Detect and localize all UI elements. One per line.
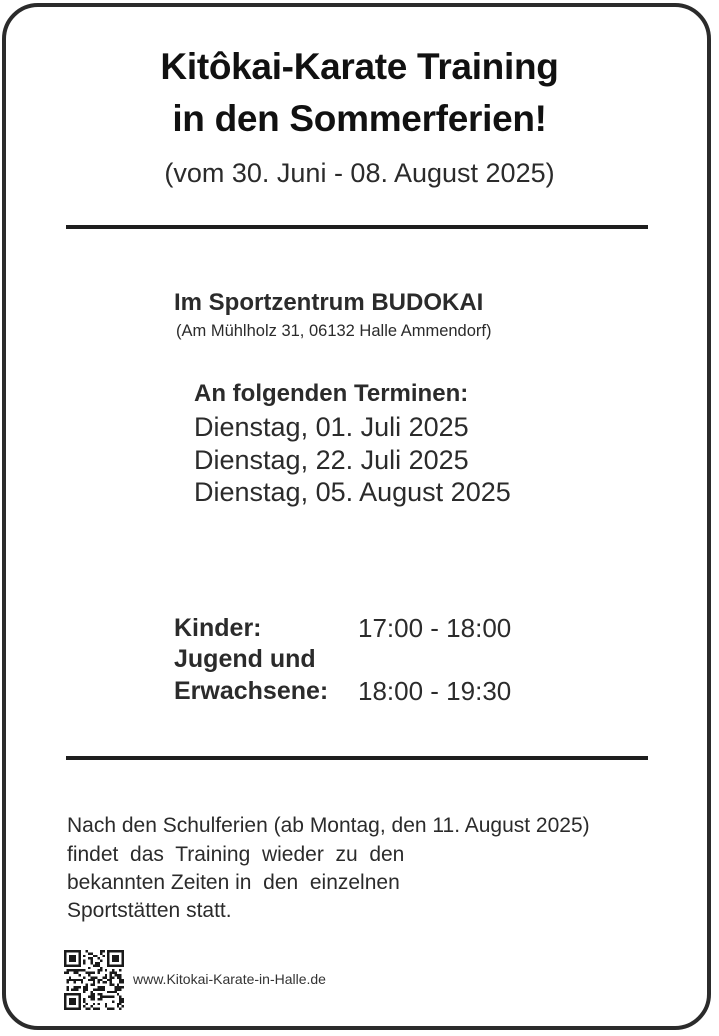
date-item: Dienstag, 05. August 2025 [194, 477, 511, 507]
title-line-2: in den Sommerferien! [172, 98, 547, 139]
adults-time: 18:00 - 19:30 [358, 676, 512, 706]
note-line: Sportstätten statt. [67, 899, 232, 922]
dates-heading: An folgenden Terminen: [194, 380, 469, 407]
divider-bottom [66, 756, 648, 760]
venue-name: Im Sportzentrum BUDOKAI [174, 289, 484, 316]
adults-label-line-1: Jugend und [174, 645, 316, 673]
note-line: Nach den Schulferien (ab Montag, den 11. August 2025) [67, 814, 590, 837]
qr-code-icon [64, 950, 124, 1010]
venue-address: (Am Mühlholz 31, 06132 Halle Ammendorf) [176, 322, 492, 340]
adults-label-line-2: Erwachsene: [174, 677, 329, 705]
children-time: 17:00 - 18:00 [358, 613, 512, 643]
date-item: Dienstag, 22. Juli 2025 [194, 445, 469, 475]
note-line: findet das Training wieder zu den [67, 843, 405, 866]
children-label: Kinder: [174, 614, 262, 642]
period-text: (vom 30. Juni - 08. August 2025) [164, 158, 555, 188]
title-line-1: Kitôkai-Karate Training [160, 46, 559, 87]
note-line: bekannten Zeiten in den einzelnen [67, 871, 400, 894]
divider-top [66, 225, 648, 229]
website-link[interactable]: www.Kitokai-Karate-in-Halle.de [133, 971, 326, 987]
date-item: Dienstag, 01. Juli 2025 [194, 412, 469, 442]
